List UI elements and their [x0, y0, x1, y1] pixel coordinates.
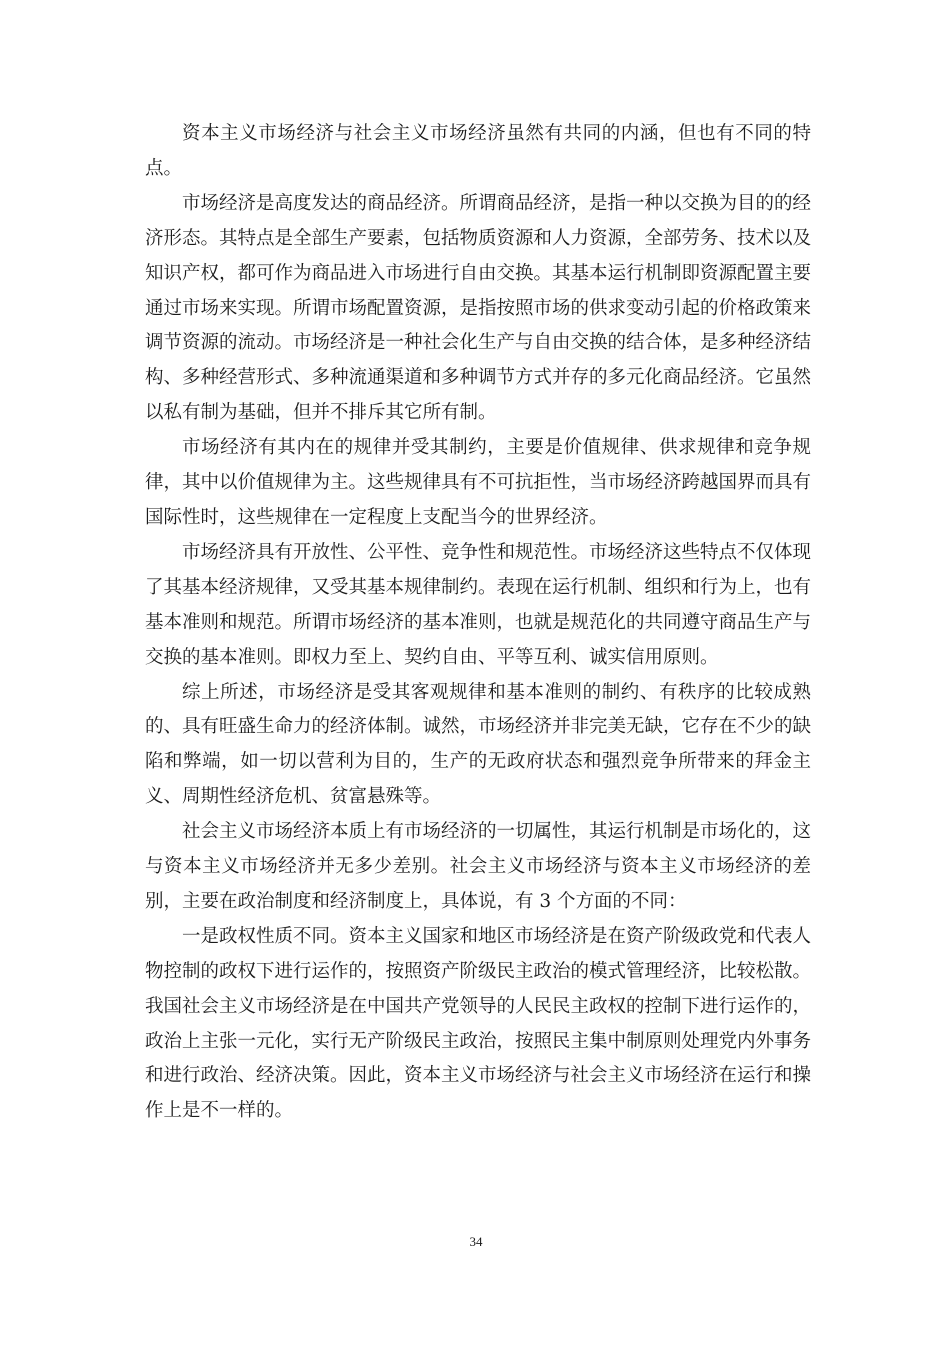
paragraph-7: 一是政权性质不同。资本主义国家和地区市场经济是在资产阶级政党和代表人物控制的政权下进行运作的，按照资产阶级民主政治的模式管理经济，比较松散。我国社会主义市场经济是在中国共产党领导的人民民主政权的控制下进行运作的，政治上主张一元化，实行无产阶级民主政治，按照民主集中制原则处理党内外事务和进行政治、经济决策。因此，资本主义市场经济与社会主义市场经济在运行和操作上是不一样的。: [145, 925, 812, 1122]
paragraph-5: 综上所述，市场经济是受其客观规律和基本准则的制约、有秩序的比较成熟的、具有旺盛生命力的经济体制。诚然，市场经济并非完美无缺，它存在不少的缺陷和弊端，如一切以营利为目的，生产的无政府状态和强烈竞争所带来的拜金主义、周期性经济危机、贫富悬殊等。: [145, 681, 812, 808]
paragraph-3: 市场经济有其内在的规律并受其制约，主要是价值规律、供求规律和竞争规律，其中以价值规律为主。这些规律具有不可抗拒性，当市场经济跨越国界而具有国际性时，这些规律在一定程度上支配当今的世界经济。: [145, 437, 812, 528]
paragraph-1: 资本主义市场经济与社会主义市场经济虽然有共同的内涵，但也有不同的特点。: [145, 123, 811, 179]
paragraph-2: 市场经济是高度发达的商品经济。所谓商品经济，是指一种以交换为目的的经济形态。其特点是全部生产要素，包括物质资源和人力资源，全部劳务、技术以及知识产权，都可作为商品进入市场进行自由交换。其基本运行机制即资源配置主要通过市场来实现。所谓市场配置资源，是指按照市场的供求变动引起的价格政策来调节资源的流动。市场经济是一种社会化生产与自由交换的结合体，是多种经济结构、多种经营形式、多种流通渠道和多种调节方式并存的多元化商品经济。它虽然以私有制为基础，但并不排斥其它所有制。: [145, 192, 812, 424]
body-text: [145, 117, 811, 1129]
paragraph-4: 市场经济具有开放性、公平性、竞争性和规范性。市场经济这些特点不仅体现了其基本经济规律，又受其基本规律制约。表现在运行机制、组织和行为上，也有基本准则和规范。所谓市场经济的基本准则，也就是规范化的共同遵守商品生产与交换的基本准则。即权力至上、契约自由、平等互利、诚实信用原则。: [145, 541, 812, 668]
page-number: 34: [469, 1234, 483, 1249]
paragraph-6: 社会主义市场经济本质上有市场经济的一切属性，其运行机制是市场化的，这与资本主义市场经济并无多少差别。社会主义市场经济与资本主义市场经济的差别，主要在政治制度和经济制度上，具体说，有 3 个方面的不同：: [145, 821, 812, 912]
